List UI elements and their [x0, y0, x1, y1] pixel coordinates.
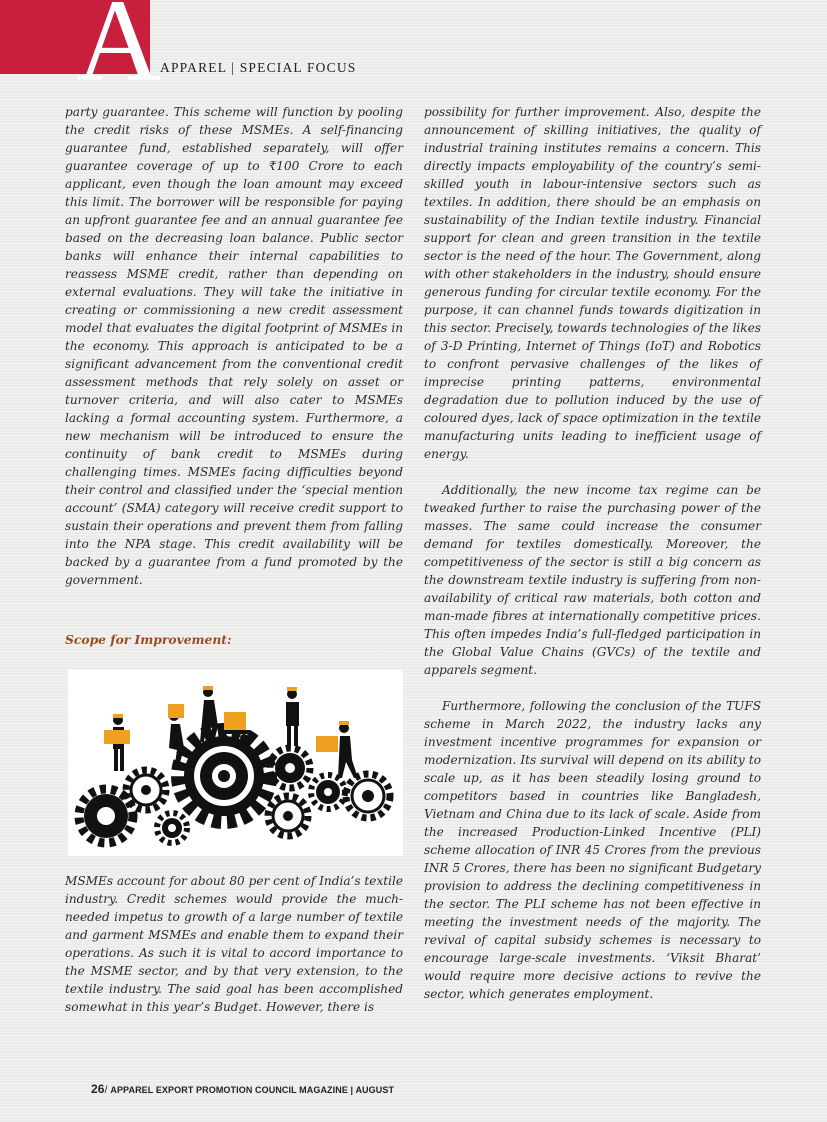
footer: [91, 1082, 394, 1096]
gears-workers-illustration: [68, 670, 403, 856]
right-column: [424, 103, 761, 1003]
left-paragraph-2: MSMEs account for about 80 per cent of India’s textile industry. Credit schemes would provide the much-needed impetus to growth of a large number of textile and garment MSMEs and enable them to expand their operations. As such it is vital to accord importance to the MSME sector, and by that very extension, to the textile industry. The said goal has been accomplished somewhat in this year’s Budget. However, there is: [65, 874, 404, 1014]
right-paragraph-3: Furthermore, following the conclusion of the TUFS scheme in March 2022, the industry lacks any investment incentive programmes for expansion or modernization. Its survival will depend on its ability to scale up, as it has been steadily losing ground to competitors based in countries like Bangladesh, Vietnam and China due to its lack of scale. Aside from the increased Production-Linked Incentive (PLI) scheme allocation of INR 45 Crores from the previous INR 5 Crores, there has been no significant Budgetary provision to address the declining competitiveness in the sector. The PLI scheme has not been effective in meeting the investment needs of the majority. The revival of capital subsidy schemes is necessary to encourage large-scale investments. ‘Viksit Bharat’ would require more decisive actions to revive the sector, which generates employment.: [424, 699, 761, 1001]
right-paragraph-1: possibility for further improvement. Also, despite the announcement of skilling initiatives, the quality of industrial training institutes remains a concern. This directly impacts employability of the country’s semi-skilled youth in labour-intensive sectors such as textiles. In addition, there should be an emphasis on sustainability of the Indian textile industry. Financial support for clean and green transition in the textile sector is the need of the hour. The Government, along with other stakeholders in the industry, should ensure generous funding for circular textile economy. For the purpose, it can channel funds towards digitization in this sector. Precisely, towards technologies of the likes of 3-D Printing, Internet of Things (IoT) and Robotics to confront pervasive challenges of the likes of imprecise printing patterns, environmental degradation due to pollution induced by the use of coloured dyes, lack of space optimization in the textile manufacturing units leading to inefficient usage of energy.: [424, 105, 761, 461]
gears-with-workers-icon: [68, 670, 403, 856]
logo-letter: A: [76, 0, 162, 106]
page-number: 26: [91, 1082, 105, 1096]
left-column-bottom: [65, 872, 403, 1016]
footer-separator: /: [104, 1085, 108, 1096]
magazine-name: APPAREL EXPORT PROMOTION COUNCIL MAGAZINE | AUGUST: [110, 1085, 395, 1095]
left-column: [65, 103, 403, 589]
right-paragraph-2: Additionally, the new income tax regime can be tweaked further to raise the purchasing power of the masses. The same could increase the consumer demand for textiles domestically. Moreover, the competitiveness of the sector is still a big concern as the downstream textile industry is suffering from non-availability of critical raw materials, both cotton and man-made fibres at internationally competitive prices. This often impedes India’s full-fledged participation in the Global Value Chains (GVCs) of the textile and apparels segment.: [424, 483, 761, 677]
section-label: APPAREL | SPECIAL FOCUS: [160, 60, 357, 75]
left-paragraph-1: party guarantee. This scheme will function by pooling the credit risks of these MSMEs. A self-financing guarantee fund, established separately, will offer guarantee coverage of up to ₹100 Crore to each applicant, even though the loan amount may exceed this limit. The borrower will be responsible for paying an upfront guarantee fee and an annual guarantee fee based on the decreasing loan balance. Public sector banks will enhance their internal capabilities to reassess MSME credit, rather than depending on external evaluations. They will take the initiative in creating or commissioning a new credit assessment model that evaluates the digital footprint of MSMEs in the economy. This approach is anticipated to be a significant advancement from the conventional credit assessment methods that rely solely on asset or turnover criteria, and will also cater to MSMEs lacking a formal accounting system. Furthermore, a new mechanism will be introduced to ensure the continuity of bank credit to MSMEs during challenging times. MSMEs facing difficulties beyond their control and classified under the ‘special mention account’ (SMA) category will receive credit support to sustain their operations and prevent them from falling into the NPA stage. This credit availability will be backed by a guarantee from a fund promoted by the government.: [65, 105, 403, 587]
subheading-scope: Scope for Improvement:: [65, 632, 232, 647]
